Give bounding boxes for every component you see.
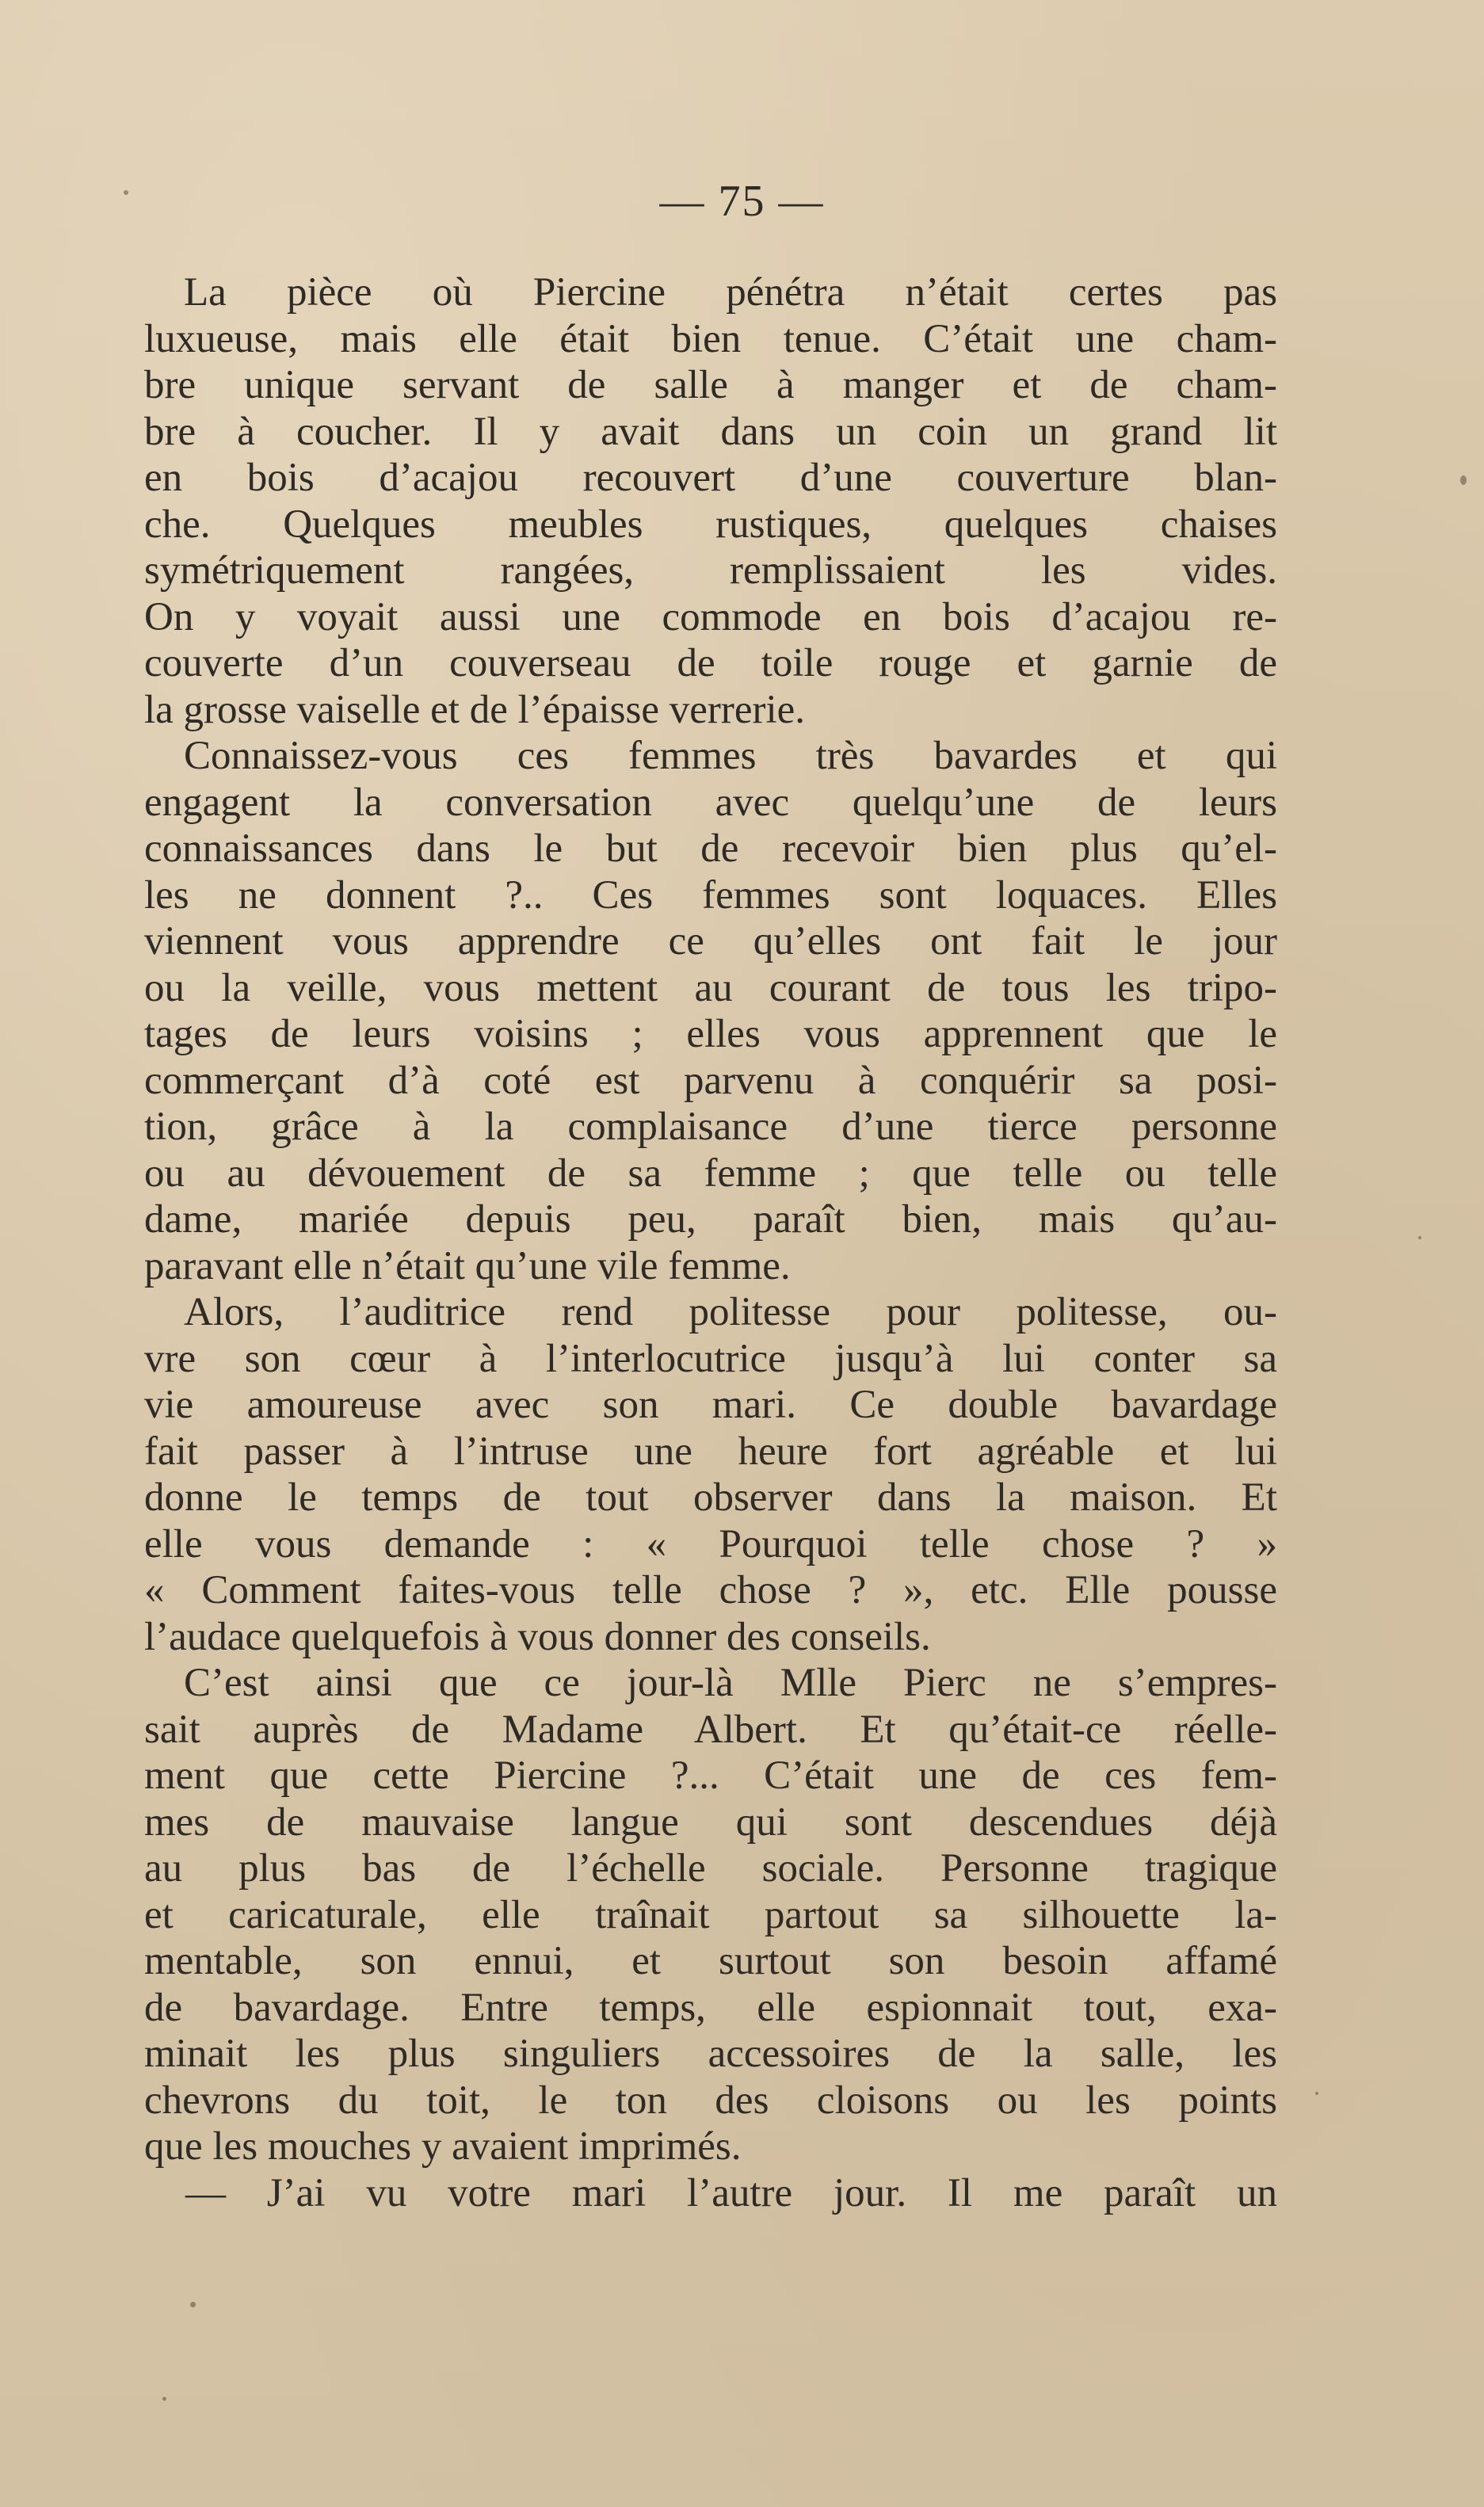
text-line: couverte d’un couverseau de toile rouge et garnie de (144, 641, 1277, 685)
text-line: vie amoureuse avec son mari. Ce double bavardage (144, 1383, 1277, 1427)
text-line: ment que cette Piercine ?... C’était une de ces fem- (144, 1753, 1277, 1798)
paper-speck (162, 2397, 166, 2401)
text-line: vre son cœur à l’interlocutrice jusqu’à lui conter sa (144, 1336, 1277, 1381)
text-line: La pièce où Piercine pénétra n’était certes pas (184, 270, 1277, 315)
paper-speck (1460, 475, 1467, 485)
text-line: en bois d’acajou recouvert d’une couverture blan- (144, 456, 1277, 500)
paper-speck (124, 190, 128, 195)
page-number: — 75 — (659, 177, 825, 226)
text-line: donne le temps de tout observer dans la maison. Et (144, 1475, 1277, 1520)
text-line: sait auprès de Madame Albert. Et qu’était-ce réelle- (144, 1707, 1277, 1752)
text-line: que les mouches y avaient imprimés. (144, 2124, 742, 2169)
text-line: l’audace quelquefois à vous donner des conseils. (144, 1614, 931, 1659)
text-line: ou la veille, vous mettent au courant de tous les tripo- (144, 965, 1277, 1010)
text-line: bre unique servant de salle à manger et de cham- (144, 363, 1277, 407)
text-line: de bavardage. Entre temps, elle espionnait tout, exa- (144, 1985, 1277, 2030)
text-line: tion, grâce à la complaisance d’une tierce personne (144, 1105, 1277, 1149)
text-line: connaissances dans le but de recevoir bien plus qu’el- (144, 826, 1277, 871)
text-line: tages de leurs voisins ; elles vous apprennent que le (144, 1012, 1277, 1056)
paper-speck (1315, 2092, 1318, 2095)
text-line: fait passer à l’intruse une heure fort agréable et lui (144, 1429, 1277, 1474)
text-line: On y voyait aussi une commode en bois d’acajou re- (144, 594, 1277, 639)
text-line: au plus bas de l’échelle sociale. Personne tragique (144, 1846, 1277, 1891)
text-line: chevrons du toit, le ton des cloisons ou les points (144, 2078, 1277, 2123)
text-line: mentable, son ennui, et surtout son besoin affamé (144, 1939, 1277, 1983)
text-line: symétriquement rangées, remplissaient les vides. (144, 548, 1277, 593)
text-line: et caricaturale, elle traînait partout sa silhouette la- (144, 1892, 1277, 1937)
paper-speck (1418, 1236, 1421, 1239)
text-line: les ne donnent ?.. Ces femmes sont loquaces. Elles (144, 872, 1277, 918)
text-line: viennent vous apprendre ce qu’elles ont fait le jour (144, 919, 1277, 963)
text-line: ou au dévouement de sa femme ; que telle ou telle (144, 1150, 1277, 1196)
text-line: engagent la conversation avec quelqu’une de leurs (144, 780, 1277, 825)
text-line: minait les plus singuliers accessoires de la salle, les (144, 2032, 1277, 2076)
body-text (144, 269, 1277, 2216)
text-line: che. Quelques meubles rustiques, quelques chaises (144, 502, 1277, 547)
text-line: Connaissez-vous ces femmes très bavardes et qui (184, 734, 1277, 778)
text-line: bre à coucher. Il y avait dans un coin un grand lit (144, 409, 1277, 454)
text-line: luxueuse, mais elle était bien tenue. C’était une cham- (144, 316, 1277, 361)
text-line: — J’ai vu votre mari l’autre jour. Il me paraît un (185, 2170, 1277, 2215)
text-line: mes de mauvaise langue qui sont descendues déjà (144, 1799, 1277, 1845)
text-line: C’est ainsi que ce jour-là Mlle Pierc ne s’empres- (184, 1661, 1277, 1705)
text-line: dame, mariée depuis peu, paraît bien, mais qu’au- (144, 1197, 1277, 1242)
text-line: « Comment faites-vous telle chose ? », etc. Elle pousse (144, 1568, 1277, 1612)
text-line: paravant elle n’était qu’une vile femme. (144, 1243, 791, 1288)
text-line: Alors, l’auditrice rend politesse pour politesse, ou- (184, 1290, 1277, 1334)
text-line: elle vous demande : « Pourquoi telle chose ? » (144, 1521, 1277, 1566)
paper-speck (190, 2302, 196, 2307)
text-line: commerçant d’à coté est parvenu à conquérir sa posi- (144, 1058, 1277, 1103)
text-line: la grosse vaiselle et de l’épaisse verrerie. (144, 687, 806, 732)
